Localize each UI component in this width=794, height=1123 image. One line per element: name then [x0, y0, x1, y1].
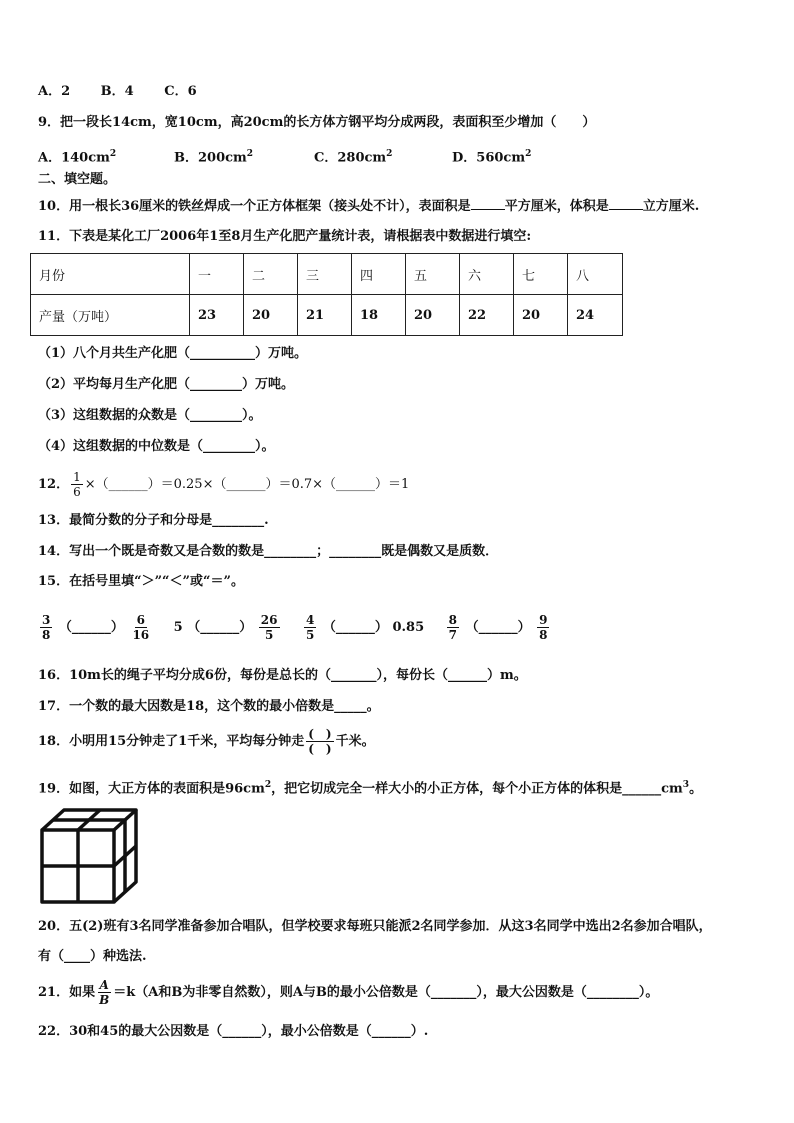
- q15-blank[interactable]: （______）: [187, 620, 253, 635]
- table-cell: 21: [298, 295, 352, 336]
- q11-question: 11．下表是某化工厂2006年1至8月生产化肥产量统计表，请根据表中数据进行填空:: [38, 229, 532, 244]
- fraction-8-7: $\frac{8}{7}$: [448, 613, 458, 642]
- q18-fraction-blank[interactable]: $\frac{( )}{( )}$: [308, 727, 332, 756]
- q15-question: 15．在括号里填“＞”“＜”或“＝”。: [38, 574, 244, 589]
- q11-sub4: （4）这组数据的中位数是（________）。: [38, 439, 275, 454]
- q9-option-b: B．$200cm^2$: [174, 149, 254, 166]
- table-header-cell: 四: [352, 254, 406, 295]
- q8-option-b: B．4: [100, 84, 134, 99]
- fraction-3-8: $\frac{3}{8}$: [42, 613, 51, 642]
- fraction-6-16: $\frac{6}{16}$: [132, 613, 150, 642]
- q15-blank[interactable]: （______）: [322, 620, 388, 635]
- q12-fraction: $\frac{1}{6}$: [73, 470, 81, 499]
- q15-blank[interactable]: （______）: [465, 620, 531, 635]
- q16-question: 16．10m长的绳子平均分成6份，每份是总长的（_______），每份长（______）m。: [38, 668, 527, 683]
- q11-sub2: （2）平均每月生产化肥（________）万吨。: [38, 377, 295, 392]
- table-header-cell: 六: [460, 254, 514, 295]
- production-table: [30, 253, 623, 336]
- table-cell: 20: [244, 295, 298, 336]
- section-title: 二、填空题。: [38, 172, 117, 187]
- q10-blank-volume[interactable]: [609, 209, 643, 210]
- decimal-0-85: 0.85: [392, 620, 425, 635]
- fraction-4-5: $\frac{4}{5}$: [306, 613, 315, 642]
- table-header-cell: 七: [514, 254, 568, 295]
- fraction-9-8: $\frac{9}{8}$: [539, 613, 548, 642]
- q13-question: 13．最简分数的分子和分母是________.: [38, 513, 269, 528]
- table-header-cell: 三: [298, 254, 352, 295]
- q11-sub3: （3）这组数据的众数是（________）。: [38, 408, 262, 423]
- q14-question: 14．写出一个既是奇数又是合数的数是________；________既是偶数又是质数．: [38, 544, 499, 559]
- q8-option-a: A．2: [38, 84, 71, 99]
- table-cell: 23: [190, 295, 244, 336]
- q9-option-d: D．$560cm^2$: [452, 149, 532, 166]
- q9-option-c: C．$280cm^2$: [314, 149, 393, 166]
- table-cell: 20: [514, 295, 568, 336]
- q17-question: 17．一个数的最大因数是18，这个数的最小倍数是_____。: [38, 699, 380, 714]
- table-header-cell: 月份: [31, 254, 190, 295]
- q18-question: 18．小明用15分钟走了1千米，平均每分钟走 $\frac{( )}{( )}$ 千米。: [38, 727, 375, 756]
- table-cell: 18: [352, 295, 406, 336]
- q11-sub1: （1）八个月共生产化肥（__________）万吨。: [38, 346, 308, 361]
- table-row: [31, 295, 623, 336]
- table-header-cell: 一: [190, 254, 244, 295]
- integer-5: 5: [173, 620, 183, 635]
- q20-line1: 20．五(2)班有3名同学准备参加合唱队，但学校要求每班只能派2名同学参加．从这3名同学中选出2名参加合唱队，: [38, 919, 712, 934]
- cube-figure: [38, 806, 148, 906]
- q21-fraction: $\frac{A}{B}$: [99, 978, 110, 1007]
- q10-blank-area[interactable]: [471, 209, 505, 210]
- fraction-26-5: $\frac{26}{5}$: [260, 613, 278, 642]
- q15-blank[interactable]: （______）: [58, 620, 124, 635]
- q9-question: 9．把一段长14cm，宽10cm，高20cm的长方体方钢平均分成两段，表面积至少增加（ ）: [38, 115, 596, 130]
- q22-question: 22．30和45的最大公因数是（______），最小公倍数是（______）.: [38, 1024, 429, 1039]
- q20-line2: 有（____）种选法.: [38, 949, 147, 964]
- table-cell: 20: [406, 295, 460, 336]
- q15-comparisons: [38, 612, 551, 644]
- table-cell: 24: [568, 295, 623, 336]
- q12-question: 12． $\frac{1}{6}$ ×（______）＝0.25×（______）＝0.7×（______）＝1: [38, 470, 410, 499]
- q19-question: 19．如图，大正方体的表面积是$96cm^2$，把它切成完全一样大小的小正方体，每个小正方体的体积是$\_\_\_\_\_\_cm^3$。: [38, 780, 703, 797]
- q10-question: 10．用一根长36厘米的铁丝焊成一个正方体框架（接头处不计），表面积是 平方厘米，体积是 立方厘米.: [38, 199, 700, 214]
- q9-option-a: A．$140cm^2$: [38, 149, 117, 166]
- table-header-cell: 二: [244, 254, 298, 295]
- q9-options: [38, 145, 531, 167]
- table-row: [31, 254, 623, 295]
- table-header-cell: 八: [568, 254, 623, 295]
- table-header-cell: 五: [406, 254, 460, 295]
- table-cell: 产量（万吨）: [31, 295, 190, 336]
- table-cell: 22: [460, 295, 514, 336]
- q21-question: 21．如果 $\frac{A}{B}$ ＝k（A和B为非零自然数），则A与B的最小公倍数是（_______），最大公因数是（________）。: [38, 978, 659, 1007]
- q8-options: [38, 83, 197, 101]
- q8-option-c: C．6: [164, 84, 197, 99]
